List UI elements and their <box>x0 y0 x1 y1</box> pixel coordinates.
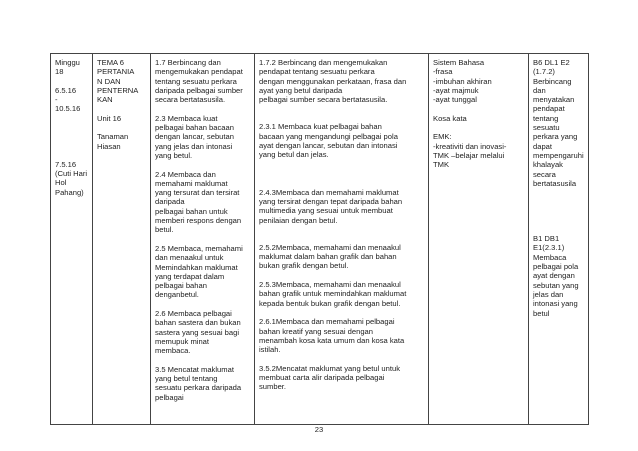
week-text: Minggu 18 6.5.16 - 10.5.16 <box>55 58 81 114</box>
content-standard-item: 2.6 Membaca pelbagai bahan sastera dan bukan sastera yang sesuai bagi memupuk minat membaca. <box>155 309 241 356</box>
learning-standard-item: 1.7.2 Berbincang dan mengemukakan pendapat tentang sesuatu perkara dengan menggunakan perkataan, frasa dan ayat yang betul daripada pelbagai sumber secara bertatasusila. <box>259 58 407 105</box>
assessment-cell <box>529 54 589 425</box>
learning-standard-item: 2.3.1 Membaca kuat pelbagai bahan bacaan yang mengandungi pelbagai pola ayat dengan lancar, sebutan dan intonasi yang betul dan jelas. <box>259 122 398 160</box>
content-standard-item: 2.4 Membaca dan memahami maklumat yang tersurat dan tersirat daripada pelbagai bahan untuk memberi respons dengan betul. <box>155 169 242 235</box>
content-standard-item: 1.7 Berbincang dan mengemukakan pendapat tentang sesuatu perkara daripada pelbagai sumber secara bertatasusila. <box>155 58 243 105</box>
theme-text: TEMA 6 PERTANIA N DAN PENTERNA KAN <box>97 58 139 105</box>
week-cell <box>51 54 93 425</box>
holiday-text: 7.5.16 (Cuti Hari Hol Pahang) <box>55 159 88 197</box>
assessment-text: B1 DB1 E1(2.3.1) Membaca pelbagai pola ayat dengan sebutan yang jelas dan intonasi yang betul <box>533 234 579 318</box>
grammar-text: Sistem Bahasa -frasa -imbuhan akhiran -ayat majmuk -ayat tunggal <box>433 58 492 105</box>
learning-standard-item: 2.4.3Membaca dan memahami maklumat yang tersirat dengan tepat daripada bahan multimedia yang sesuai untuk membuat penilaian dengan betul. <box>259 187 403 225</box>
language-cell <box>429 54 529 425</box>
vocab-text: Kosa kata <box>433 113 467 123</box>
content-standard-item: 3.5 Mencatat maklumat yang betul tentang sesuatu perkara daripada pelbagai <box>155 364 242 402</box>
theme-cell <box>93 54 151 425</box>
assessment-text: B6 DL1 E2 (1.7.2) Berbincang dan menyatakan pendapat tentang sesuatu perkara yang dapat mempengaruhi khalayak secara bertatasusila <box>533 58 584 188</box>
page-number: 23 <box>314 425 324 434</box>
content-standard-item: 2.5 Membaca, memahami dan menaakul untuk Memindahkan maklumat yang terdapat dalam pelbagai bahan denganbetul. <box>155 243 243 300</box>
table-row <box>51 54 589 425</box>
lesson-plan-table <box>50 53 589 425</box>
emk-text: EMK: -kreativiti dan inovasi- TMK –belajar melalui TMK <box>433 132 507 170</box>
learning-standard-item: 2.6.1Membaca dan memahami pelbagai bahan kreatif yang sesuai dengan menambah kosa kata umum dan kosa kata istilah. <box>259 317 405 355</box>
unit-text: Unit 16 <box>97 113 122 123</box>
content-standard-item: 2.3 Membaca kuat pelbagai bahan bacaan dengan lancar, sebutan yang jelas dan intonasi yang betul. <box>155 113 234 160</box>
learning-standard-item: 2.5.2Membaca, memahami dan menaakul maklumat dalam bahan grafik dan bahan bukan grafik dengan betul. <box>259 242 401 271</box>
content-standard-cell <box>151 54 255 425</box>
learning-standard-cell <box>255 54 429 425</box>
learning-standard-item: 3.5.2Mencatat maklumat yang betul untuk membuat carta alir daripada pelbagai sumber. <box>259 363 400 392</box>
topic-text: Tanaman Hiasan <box>97 132 129 151</box>
learning-standard-item: 2.5.3Membaca, memahami dan menaakul bahan grafik untuk memindahkan maklumat kepada bentuk bukan grafik dengan betul. <box>259 280 407 308</box>
